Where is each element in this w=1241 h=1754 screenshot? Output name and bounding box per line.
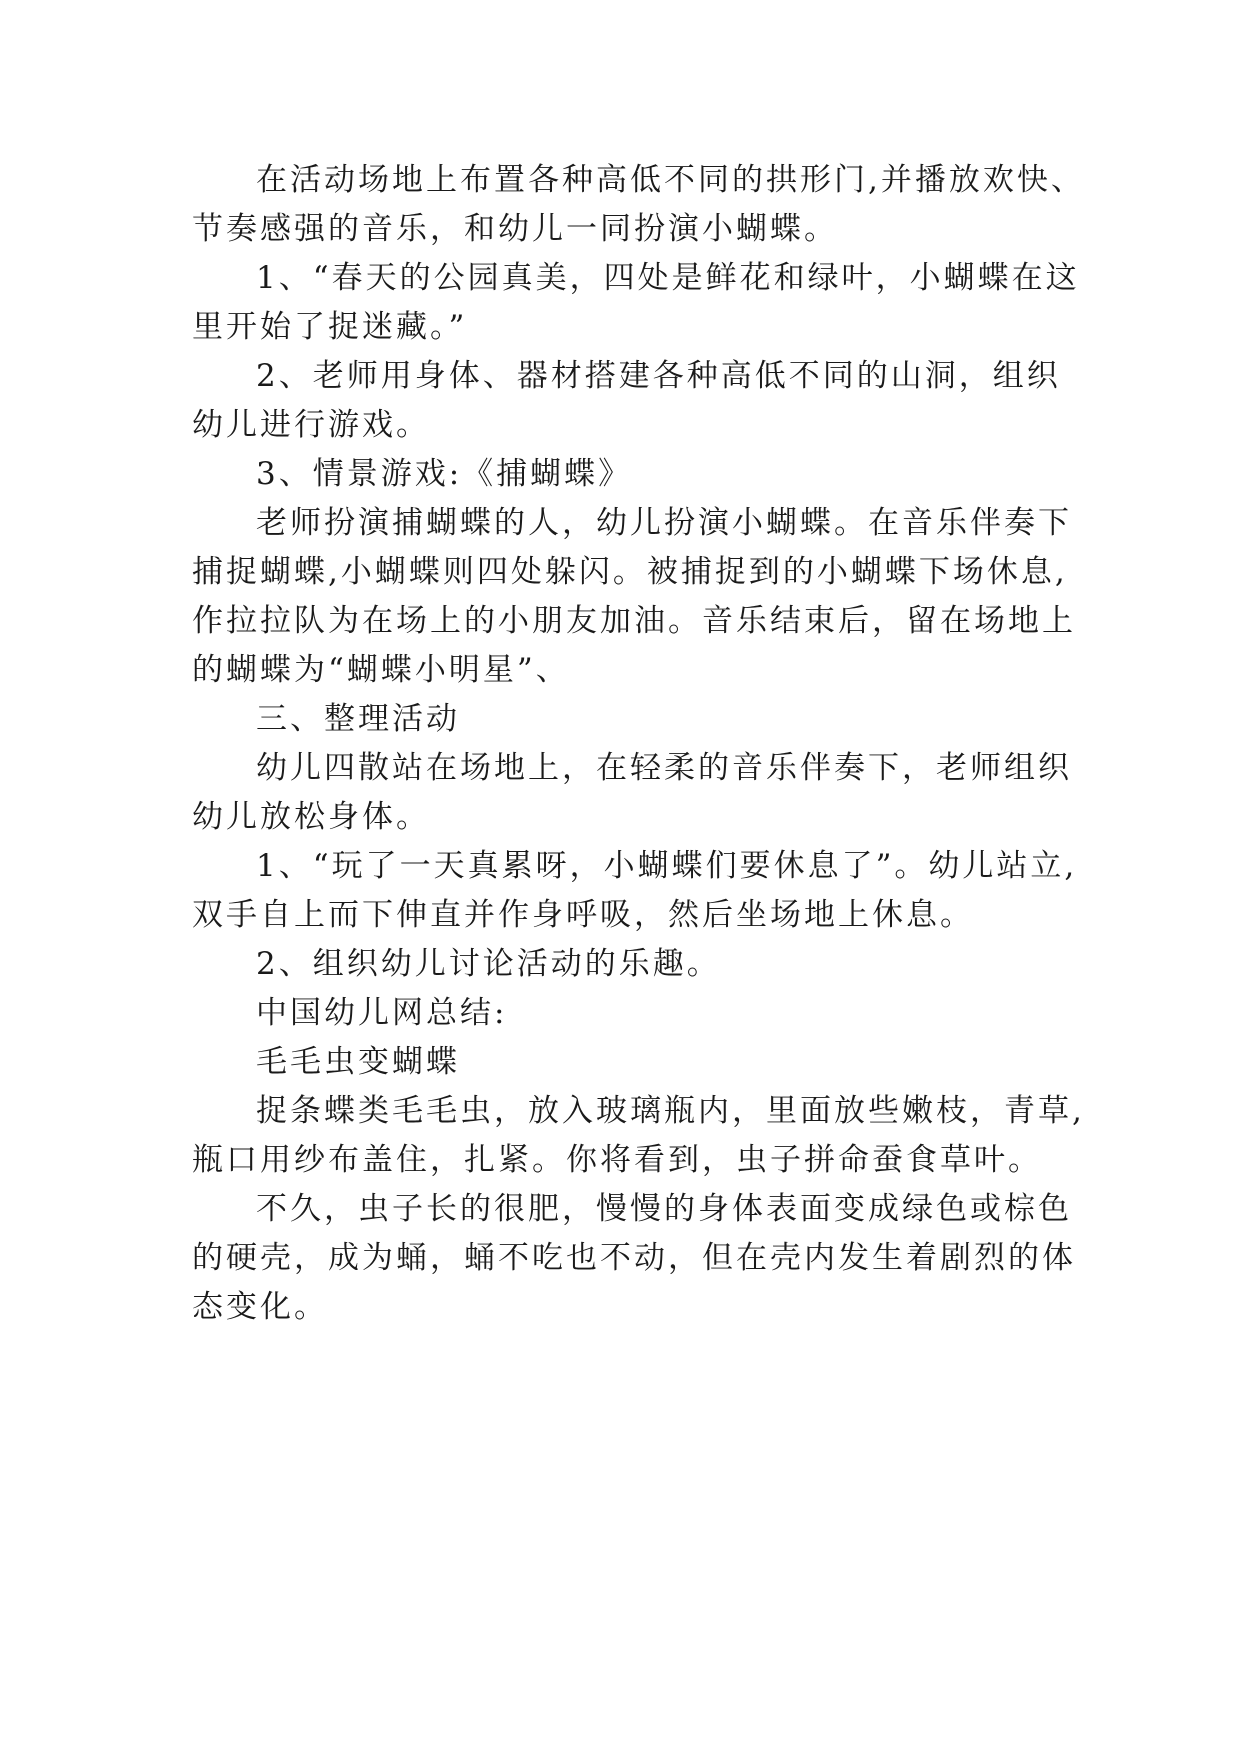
paragraph-line: 捕捉蝴蝶,小蝴蝶则四处躲闪。被捕捉到的小蝴蝶下场休息,: [192, 554, 1068, 590]
paragraph-line: 2、老师用身体、器材搭建各种高低不同的山洞，组织: [256, 358, 1061, 394]
paragraph-line: 幼儿进行游戏。: [192, 407, 430, 443]
paragraph-line: 1、“春天的公园真美，四处是鲜花和绿叶，小蝴蝶在这: [256, 260, 1080, 296]
paragraph-line: 幼儿四散站在场地上，在轻柔的音乐伴奏下，老师组织: [256, 750, 1072, 786]
paragraph-line: 3、情景游戏:《捕蝴蝶》: [256, 456, 633, 492]
paragraph-line: 捉条蝶类毛毛虫，放入玻璃瓶内，里面放些嫩枝，青草,: [256, 1093, 1085, 1129]
paragraph-line: 中国幼儿网总结:: [256, 995, 508, 1031]
paragraph-line: 作拉拉队为在场上的小朋友加油。音乐结束后，留在场地上: [192, 603, 1076, 639]
paragraph-line: 瓶口用纱布盖住，扎紧。你将看到，虫子拼命蚕食草叶。: [192, 1142, 1042, 1178]
section-heading: 毛毛虫变蝴蝶: [256, 1044, 460, 1080]
section-heading: 三、整理活动: [256, 701, 460, 737]
paragraph-line: 双手自上而下伸直并作身呼吸，然后坐场地上休息。: [192, 897, 974, 933]
paragraph-line: 在活动场地上布置各种高低不同的拱形门,并播放欢快、: [256, 162, 1085, 198]
paragraph-line: 的硬壳，成为蛹，蛹不吃也不动，但在壳内发生着剧烈的体: [192, 1240, 1076, 1276]
paragraph-line: 幼儿放松身体。: [192, 799, 430, 835]
paragraph-line: 2、组织幼儿讨论活动的乐趣。: [256, 946, 721, 982]
paragraph-line: 节奏感强的音乐，和幼儿一同扮演小蝴蝶。: [192, 211, 838, 247]
paragraph-line: 里开始了捉迷藏。”: [192, 309, 468, 345]
paragraph-line: 态变化。: [192, 1289, 328, 1325]
paragraph-line: 不久，虫子长的很肥，慢慢的身体表面变成绿色或棕色: [256, 1191, 1072, 1227]
paragraph-line: 的蝴蝶为“蝴蝶小明星”、: [192, 652, 570, 688]
paragraph-line: 1、“玩了一天真累呀，小蝴蝶们要休息了”。幼儿站立,: [256, 848, 1078, 884]
paragraph-line: 老师扮演捕蝴蝶的人，幼儿扮演小蝴蝶。在音乐伴奏下: [256, 505, 1072, 541]
